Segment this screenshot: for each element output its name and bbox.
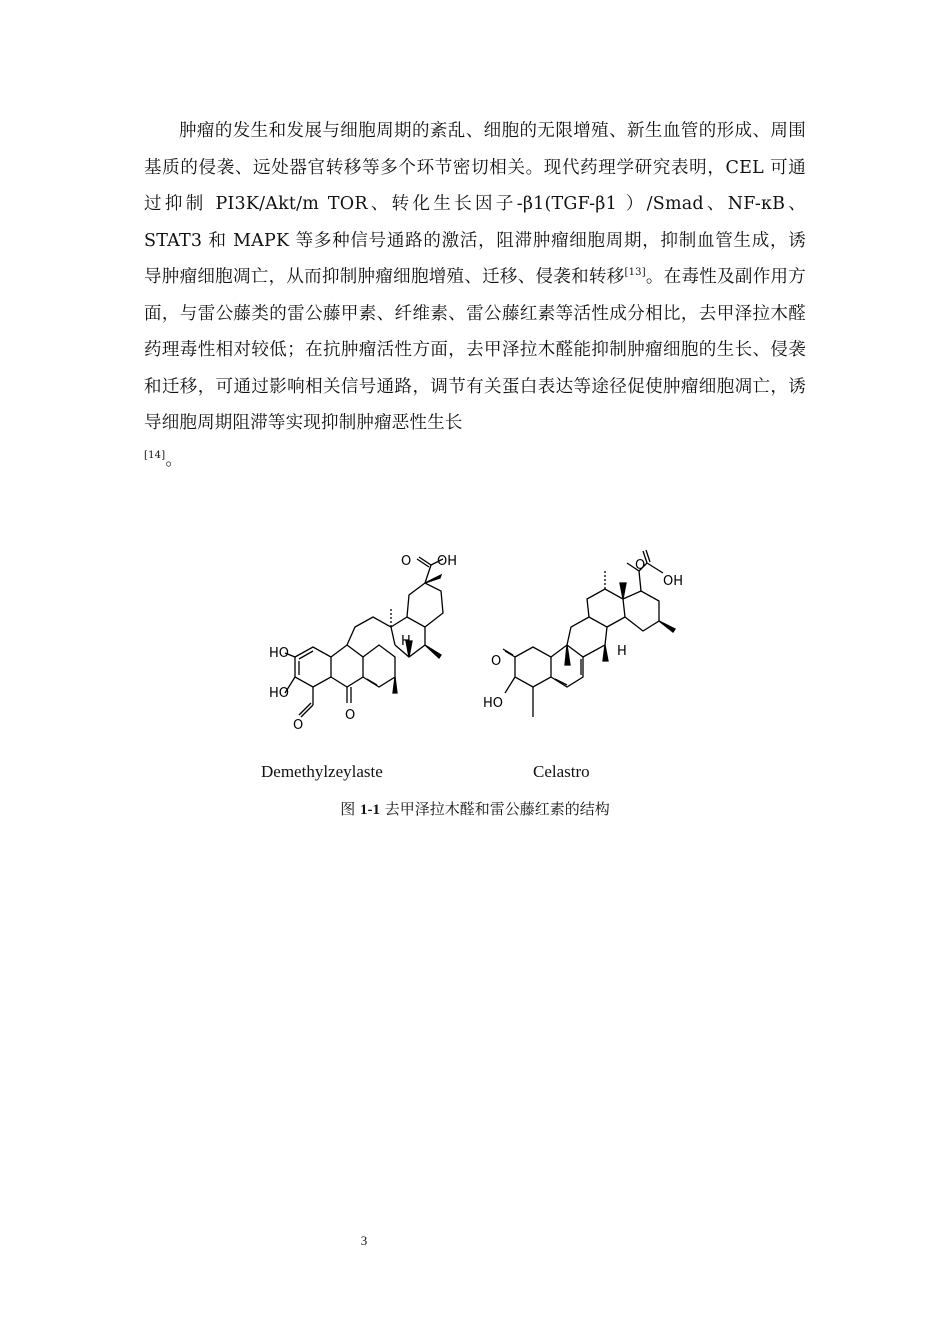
right-ring-c	[567, 617, 607, 657]
right-cooh-oh-label: OH	[663, 574, 684, 589]
caption-text: 去甲泽拉木醛和雷公藤红素的结构	[380, 800, 610, 818]
left-ring-a	[295, 647, 331, 687]
left-h-label: H	[401, 634, 411, 649]
body-paragraph	[144, 113, 806, 478]
right-ho-label: HO	[483, 696, 504, 711]
left-ho-label-1: HO	[269, 646, 290, 661]
structures-svg	[255, 545, 715, 735]
left-compound-name: Demethylzeylaste	[261, 762, 383, 781]
right-h-label: H	[617, 644, 627, 659]
citation-14[interactable]: [14]	[144, 449, 166, 461]
paragraph-text-a: 肿瘤的发生和发展与细胞周期的紊乱、细胞的无限增殖、新生血管的形成、周围基质的侵袭、远处器官转移等多个环节密切相关。现代药理学研究表明，CEL 可通过抑制 PI3K/Akt/m TOR、转化生长因子-β1(TGF-β1 ）/Smad、NF-κB、STAT3 和 MAPK 等多种信号通路的激活，阻滞肿瘤细胞周期，抑制血管生成，诱导肿瘤细胞凋亡，从而抑制肿瘤细胞增殖、迁移、侵袭和转移	[144, 121, 806, 287]
caption-prefix: 图	[340, 800, 360, 818]
left-cooh-oh-label: OH	[437, 554, 458, 569]
right-compound-name: Celastro	[533, 762, 590, 781]
figure-caption	[0, 798, 950, 819]
chemical-structures-figure	[255, 545, 715, 735]
left-ho-label-2: HO	[269, 686, 290, 701]
left-ring-c	[363, 645, 395, 687]
paragraph-text-b: 。在毒性及副作用方面，与雷公藤类的雷公藤甲素、纤维素、雷公藤红素等活性成分相比，去甲泽拉木醛药理毒性相对较低；在抗肿瘤活性方面，去甲泽拉木醛能抑制肿瘤细胞的生长、侵袭和迁移，可通过影响相关信号通路，调节有关蛋白表达等途径促使肿瘤细胞凋亡，诱导细胞周期阻滞等实现抑制肿瘤恶性生长	[144, 267, 806, 433]
caption-number: 1-1	[360, 802, 380, 818]
right-cooh-o-label: O	[635, 558, 646, 573]
citation-13[interactable]: [13]	[624, 267, 646, 279]
page-number: 3	[360, 1233, 368, 1248]
right-ring-a	[515, 647, 551, 687]
right-ring-e	[623, 591, 659, 631]
right-o-label: O	[491, 654, 502, 669]
left-cooh-o-label: O	[401, 554, 412, 569]
paragraph-text-c: 。	[165, 449, 184, 470]
left-ketone-o-label: O	[345, 708, 356, 723]
right-ring-d	[587, 589, 625, 627]
left-aldehyde-o-label: O	[293, 718, 304, 733]
